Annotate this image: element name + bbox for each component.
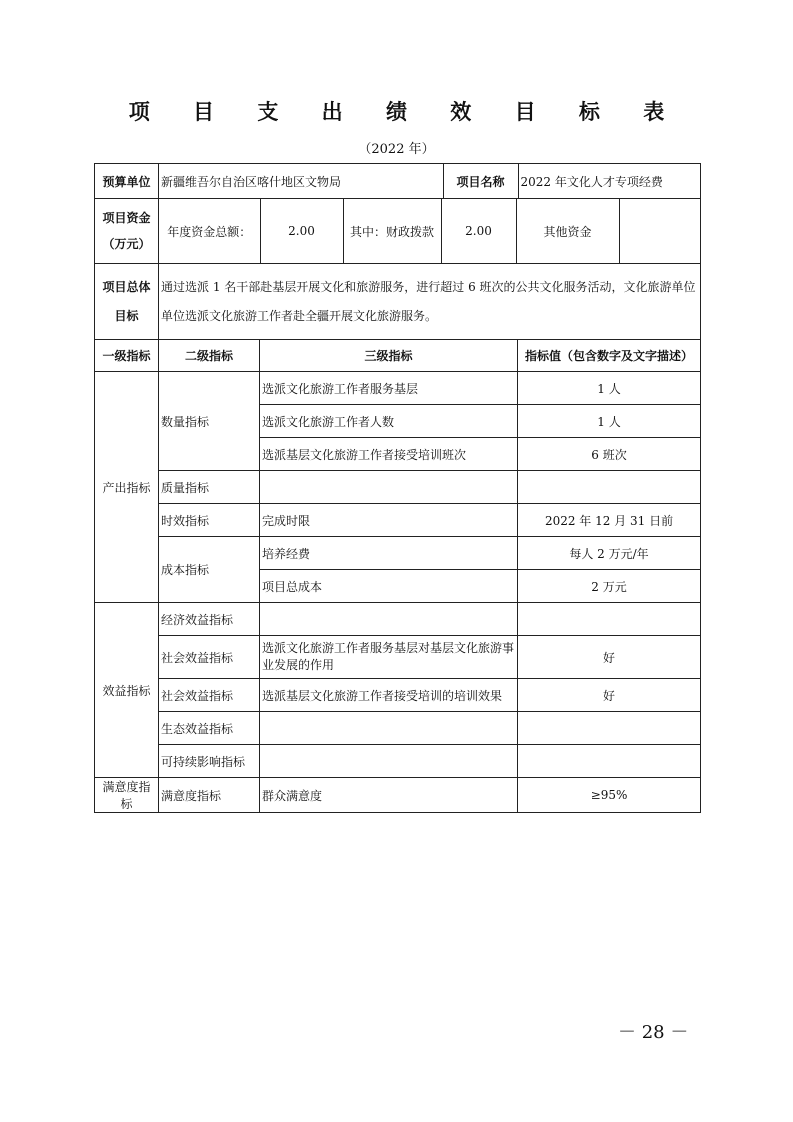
column-header-value: 指标值（包含数字及文字描述） (518, 340, 701, 372)
indicator-value: 2022 年 12 月 31 日前 (518, 504, 701, 537)
project-name-value: 2022 年文化人才专项经费 (520, 174, 663, 189)
indicator-value: 1 人 (518, 372, 701, 405)
funds-row (95, 199, 701, 264)
table-row (95, 504, 701, 537)
other-funds-label: 其他资金 (516, 199, 619, 263)
annual-total-label: 年度资金总额： (159, 199, 260, 263)
other-funds-value (619, 199, 700, 263)
fiscal-value: 2.00 (441, 199, 516, 263)
quantity-indicator-label: 数量指标 (159, 372, 260, 471)
indicator-value: 每人 2 万元/年 (518, 537, 701, 570)
indicator-name: 选派基层文化旅游工作者接受培训班次 (260, 438, 518, 471)
table-row (95, 745, 701, 778)
indicator-value: 好 (518, 679, 701, 712)
indicator-name: 群众满意度 (260, 778, 518, 813)
indicator-name: 完成时限 (260, 504, 518, 537)
table-row (95, 679, 701, 712)
indicator-value: 1 人 (518, 405, 701, 438)
timeliness-indicator-label: 时效指标 (159, 504, 260, 537)
budget-unit-row (95, 164, 701, 199)
sustainability-label: 可持续影响指标 (159, 745, 260, 778)
funds-label: 项目资金 （万元） (95, 199, 159, 264)
column-header-level1: 一级指标 (95, 340, 159, 372)
indicator-value: ≥95% (518, 778, 701, 813)
social-benefit-label: 社会效益指标 (159, 636, 260, 679)
table-row (95, 778, 701, 813)
indicator-value: 好 (518, 636, 701, 679)
page-number: － 28 － (618, 1022, 689, 1043)
indicator-name: 选派文化旅游工作者服务基层 (260, 372, 518, 405)
indicator-name: 选派基层文化旅游工作者接受培训的培训效果 (260, 679, 518, 712)
fiscal-label: 其中：财政拨款 (343, 199, 441, 263)
table-row (95, 471, 701, 504)
satisfaction-sub-label: 满意度指标 (159, 778, 260, 813)
ecological-benefit-label: 生态效益指标 (159, 712, 260, 745)
budget-unit-value: 新疆维吾尔自治区喀什地区文物局 (159, 164, 443, 198)
indicator-name: 选派文化旅游工作者人数 (260, 405, 518, 438)
project-name-label: 项目名称 (443, 164, 518, 198)
social-benefit-label: 社会效益指标 (159, 679, 260, 712)
table-row (95, 712, 701, 745)
indicator-name: 培养经费 (260, 537, 518, 570)
column-header-level3: 三级指标 (260, 340, 518, 372)
indicator-name: 项目总成本 (260, 570, 518, 603)
table-row (95, 636, 701, 679)
quality-indicator-label: 质量指标 (159, 471, 260, 504)
indicator-value: 6 班次 (518, 438, 701, 471)
performance-target-table (94, 163, 701, 813)
benefit-indicator-label: 效益指标 (95, 603, 159, 778)
annual-total-value: 2.00 (260, 199, 343, 263)
overall-goal-text: 通过选派 1 名干部赴基层开展文化和旅游服务，进行超过 6 班次的公共文化服务活动，文化旅游单位单位选派文化旅游工作者赴全疆开展文化旅游服务。 (159, 264, 701, 340)
output-indicator-label: 产出指标 (95, 372, 159, 603)
indicator-name: 选派文化旅游工作者服务基层对基层文化旅游事业发展的作用 (260, 636, 518, 679)
table-row (95, 372, 701, 405)
table-row (95, 603, 701, 636)
document-title: 项 目 支 出 绩 效 目 标 表 (128, 100, 683, 124)
overall-goal-row (95, 264, 701, 340)
table-row (95, 537, 701, 570)
column-header-level2: 二级指标 (159, 340, 260, 372)
overall-goal-label: 项目总体目标 (95, 264, 159, 340)
year-label: （2022 年） (358, 142, 435, 157)
satisfaction-indicator-label: 满意度指标 (95, 778, 159, 813)
budget-unit-label: 预算单位 (95, 164, 159, 199)
column-header-row (95, 340, 701, 372)
indicator-value: 2 万元 (518, 570, 701, 603)
economic-benefit-label: 经济效益指标 (159, 603, 260, 636)
cost-indicator-label: 成本指标 (159, 537, 260, 603)
